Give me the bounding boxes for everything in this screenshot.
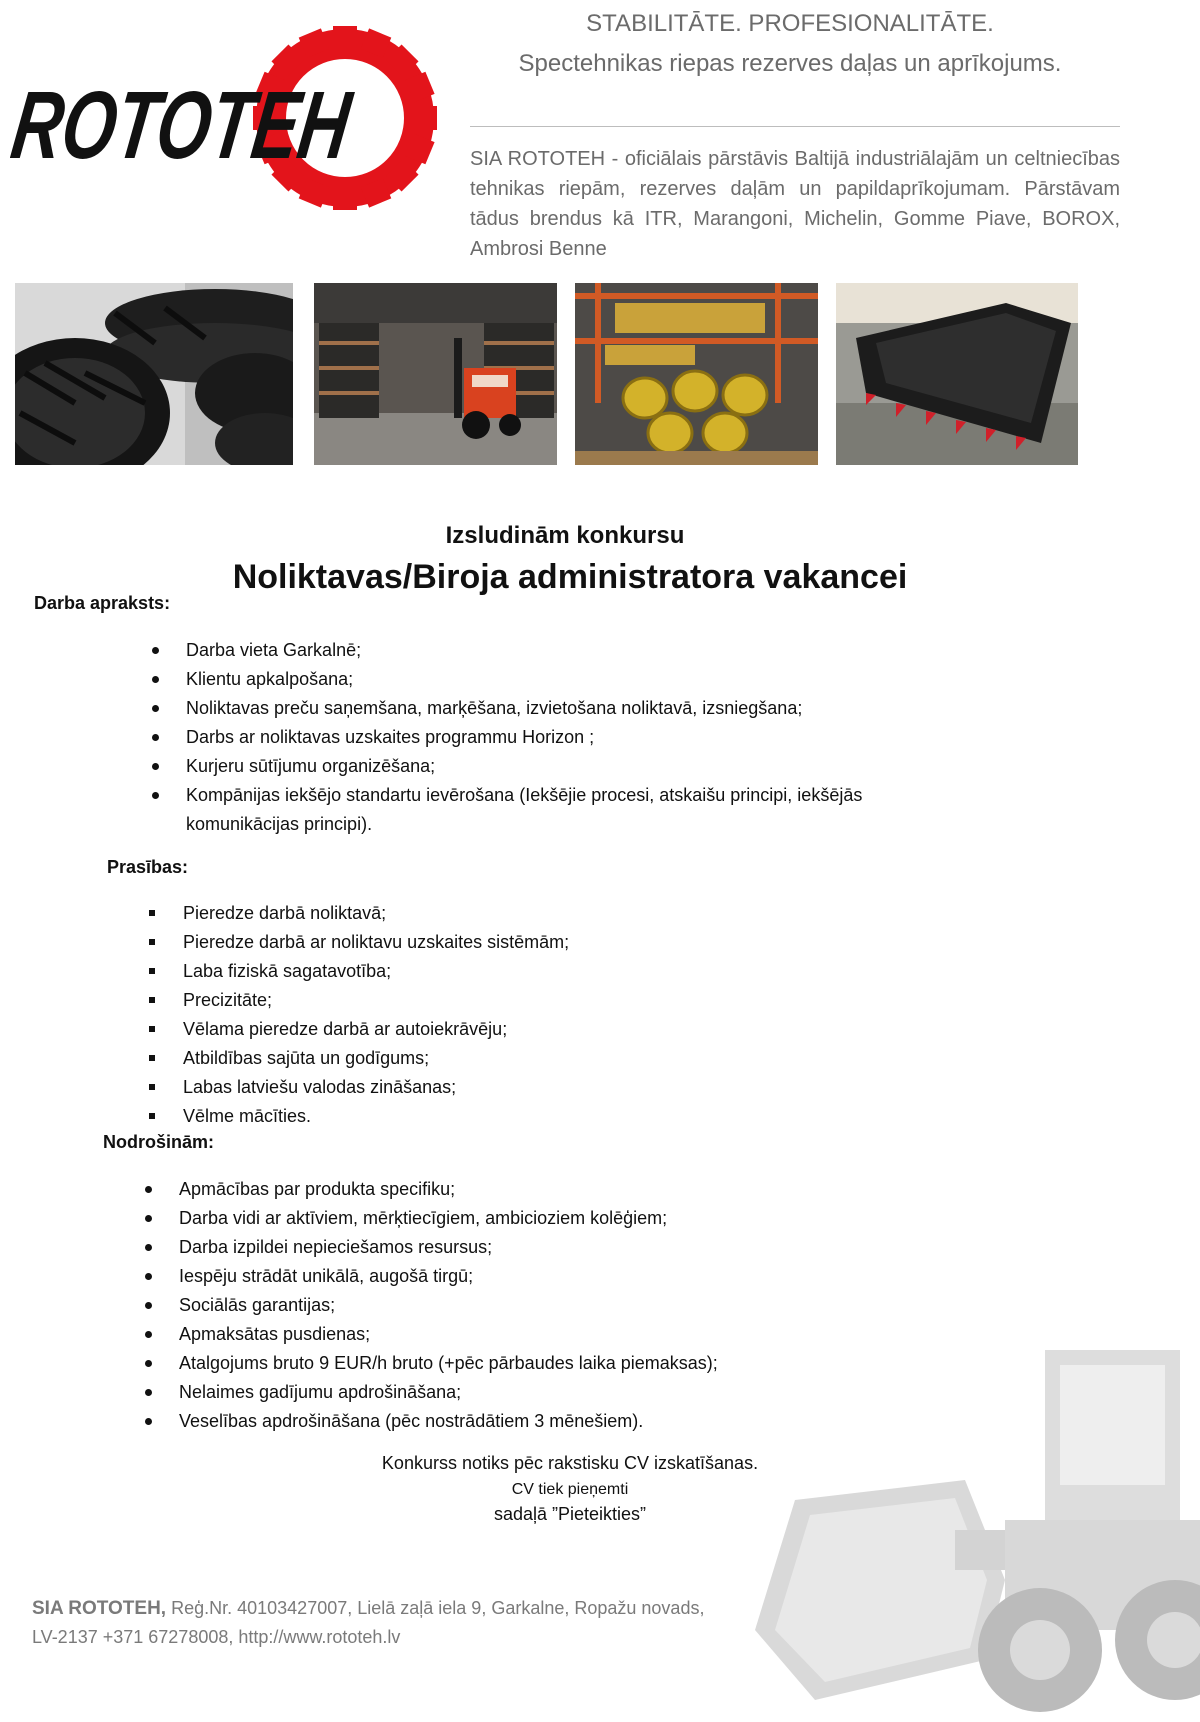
list-item: Kurjeru sūtījumu organizēšana; xyxy=(152,752,942,781)
list-item: Klientu apkalpošana; xyxy=(152,665,942,694)
apply-section-note: sadaļā ”Pieteikties” xyxy=(493,1504,647,1524)
vacancy-title: Noliktavas/Biroja administratora vakancei xyxy=(232,558,908,596)
bucket-photo xyxy=(836,283,1078,465)
slogan-line1: STABILITĀTE. PROFESIONALITĀTE. xyxy=(586,10,994,37)
list-item: Vēlme mācīties. xyxy=(149,1102,849,1131)
list-item: Laba fiziskā sagatavotība; xyxy=(149,957,849,986)
list-item: Labas latviešu valodas zināšanas; xyxy=(149,1073,849,1102)
footer-company: SIA ROTOTEH, xyxy=(32,1598,167,1619)
slogan-line2: Spectehnikas riepas rezerves daļas un aprīkojums. xyxy=(518,50,1062,77)
company-logo xyxy=(10,20,450,220)
list-item: Darba vieta Garkalnē; xyxy=(152,636,942,665)
list-item: Kompānijas iekšējo standartu ievērošana (Iekšējie procesi, atskaišu principi, iekšējās komunikācijas principi). xyxy=(152,781,942,839)
list-item: Noliktavas preču saņemšana, marķēšana, izvietošana noliktavā, izsniegšana; xyxy=(152,694,942,723)
requirements-label: Prasības: xyxy=(107,857,189,877)
duties-list xyxy=(152,636,942,839)
list-item: Precizitāte; xyxy=(149,986,849,1015)
undercarriage-parts-photo xyxy=(575,283,818,465)
list-item: Pieredze darbā ar noliktavu uzskaites sistēmām; xyxy=(149,928,849,957)
cv-accepted-note: CV tiek pieņemti xyxy=(511,1481,629,1498)
closing-note: Konkurss notiks pēc rakstisku CV izskatīšanas. xyxy=(381,1453,759,1473)
announcement-subtitle: Izsludinām konkursu xyxy=(445,522,685,549)
list-item: Iespēju strādāt unikālā, augošā tirgū; xyxy=(145,1262,865,1291)
offer-label: Nodrošinām: xyxy=(103,1132,215,1152)
footer xyxy=(32,1594,752,1652)
footer-contacts: LV-2137 +371 67278008, http://www.rototeh.lv xyxy=(32,1627,401,1647)
company-intro: SIA ROTOTEH - oficiālais pārstāvis Baltijā industriālajām un celtniecības tehnikas riepām, rezerves daļām un papildaprīkojumam. Pārstāvam tādus brendus kā ITR, Marangoni, Michelin, Gomme Piave, BOROX, Ambrosi Benne xyxy=(470,148,1120,260)
list-item: Apmācības par produkta specifiku; xyxy=(145,1175,865,1204)
job-description-label: Darba apraksts: xyxy=(34,593,171,613)
requirements-list xyxy=(149,899,849,1131)
list-item: Nelaimes gadījumu apdrošināšana; xyxy=(145,1378,865,1407)
warehouse-forklift-photo xyxy=(314,283,557,465)
list-item: Darbs ar noliktavas uzskaites programmu Horizon ; xyxy=(152,723,942,752)
list-item: Vēlama pieredze darbā ar autoiekrāvēju; xyxy=(149,1015,849,1044)
list-item: Veselības apdrošināšana (pēc nostrādātiem 3 mēnešiem). xyxy=(145,1407,865,1436)
slogan xyxy=(470,4,1110,84)
tires-photo xyxy=(15,283,293,465)
list-item: Darba vidi ar aktīviem, mērķtiecīgiem, ambicioziem kolēģiem; xyxy=(145,1204,865,1233)
logo-text: ROTOTEH xyxy=(10,72,450,179)
wheel-loader-illustration xyxy=(755,1330,1200,1722)
list-item: Pieredze darbā noliktavā; xyxy=(149,899,849,928)
list-item: Apmaksātas pusdienas; xyxy=(145,1320,865,1349)
list-item: Atbildības sajūta un godīgums; xyxy=(149,1044,849,1073)
list-item: Sociālās garantijas; xyxy=(145,1291,865,1320)
list-item: Atalgojums bruto 9 EUR/h bruto (+pēc pārbaudes laika piemaksas); xyxy=(145,1349,865,1378)
list-item: Darba izpildei nepieciešamos resursus; xyxy=(145,1233,865,1262)
header-divider xyxy=(470,126,1120,127)
footer-address: Reģ.Nr. 40103427007, Lielā zaļā iela 9, Garkalne, Ropažu novads, xyxy=(171,1598,705,1618)
